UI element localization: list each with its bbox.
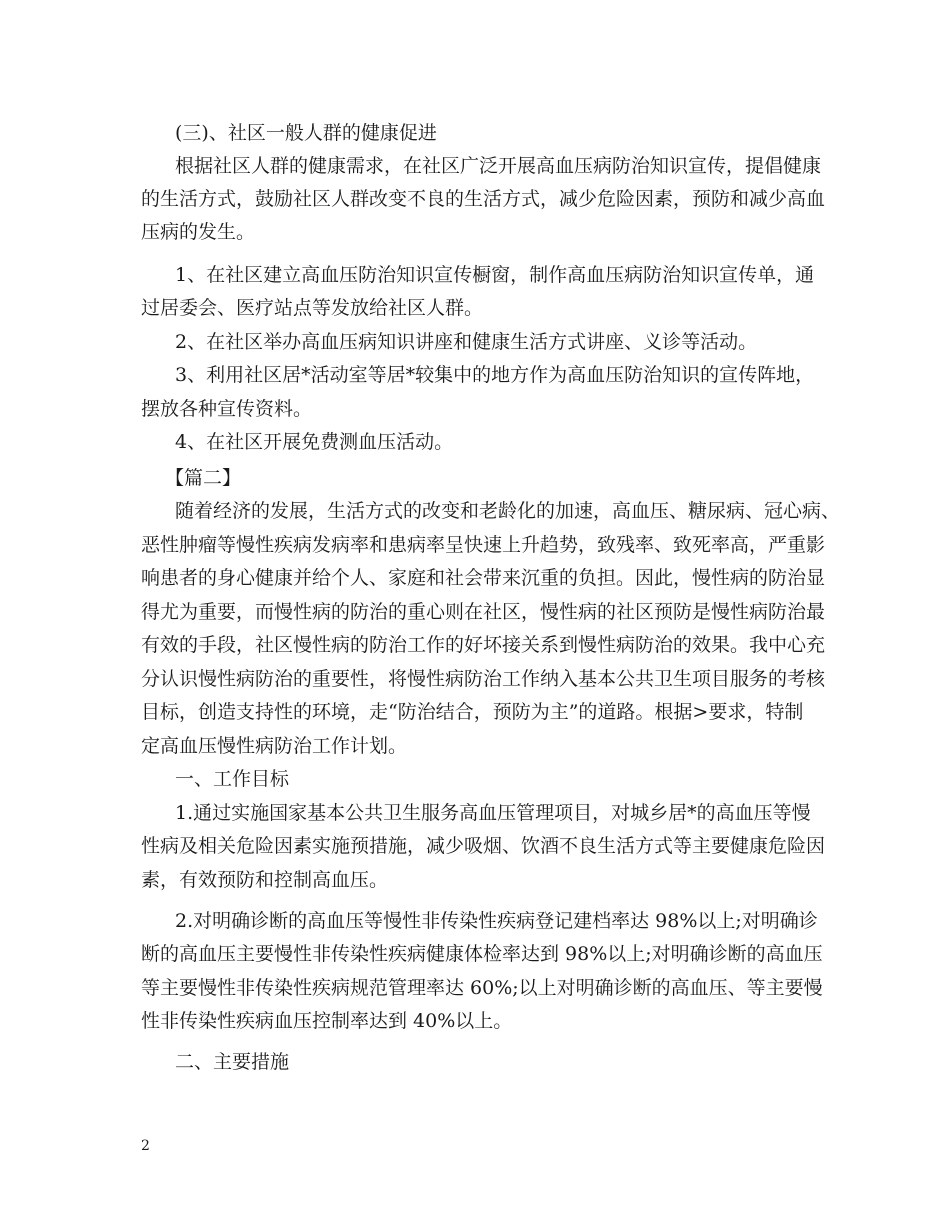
text-line: 恶性肿瘤等慢性疾病发病率和患病率呈快速上升趋势，致残率、致死率高，严重影 — [141, 534, 826, 556]
text-line: 一、工作目标 — [175, 768, 290, 790]
text-line: 断的高血压主要慢性非传染性疾病健康体检率达到 98%以上;对明确诊断的高血压 — [141, 943, 823, 965]
section-heading: 【篇二】 — [165, 467, 242, 489]
text-line: 响患者的身心健康并给个人、家庭和社会带来沉重的负担。因此，慢性病的防治显 — [141, 567, 826, 589]
text-line: 1、在社区建立高血压防治知识宣传橱窗，制作高血压病防治知识宣传单，通 — [175, 264, 815, 286]
text-line: 分认识慢性病防治的重要性，将慢性病防治工作纳入基本公共卫生项目服务的考核 — [141, 668, 826, 690]
text-line: 3、利用社区居*活动室等居*较集中的地方作为高血压防治知识的宣传阵地， — [175, 364, 815, 386]
text-line: 1.通过实施国家基本公共卫生服务高血压管理项目，对城乡居*的高血压等慢 — [175, 802, 811, 824]
text-line: 根据社区人群的健康需求，在社区广泛开展高血压病防治知识宣传，提倡健康 — [175, 155, 822, 177]
text-line: 得尤为重要，而慢性病的防治的重心则在社区，慢性病的社区预防是慢性病防治最 — [141, 601, 826, 623]
text-line: (三)、社区一般人群的健康促进 — [175, 122, 437, 144]
text-line: 压病的发生。 — [141, 221, 256, 243]
text-line: 性非传染性疾病血压控制率达到 40%以上。 — [141, 1010, 513, 1032]
text-line: 2.对明确诊断的高血压等慢性非传染性疾病登记建档率达 98%以上;对明确诊 — [175, 910, 818, 932]
text-line: 摆放各种宣传资料。 — [141, 398, 313, 420]
text-line: 等主要慢性非传染性疾病规范管理率达 60%;以上对明确诊断的高血压、等主要慢 — [141, 977, 823, 999]
text-line: 性病及相关危险因素实施预措施，减少吸烟、饮酒不良生活方式等主要健康危险因 — [141, 835, 826, 857]
page-number: 2 — [141, 1138, 150, 1154]
text-line: 二、主要措施 — [175, 1051, 290, 1073]
text-line: 定高血压慢性病防治工作计划。 — [141, 735, 408, 757]
text-line: 目标，创造支持性的环境，走“防治结合，预防为主”的道路。根据>要求，特制 — [141, 701, 804, 723]
text-line: 素，有效预防和控制高血压。 — [141, 869, 389, 891]
text-line: 2、在社区举办高血压病知识讲座和健康生活方式讲座、义诊等活动。 — [175, 331, 758, 353]
text-line: 的生活方式，鼓励社区人群改变不良的生活方式，减少危险因素，预防和减少高血 — [141, 188, 826, 210]
text-line: 4、在社区开展免费测血压活动。 — [175, 431, 454, 453]
text-line: 过居委会、医疗站点等发放给社区人群。 — [141, 297, 484, 319]
text-line: 随着经济的发展，生活方式的改变和老龄化的加速，高血压、糖尿病、冠心病、 — [175, 500, 841, 522]
text-line: 有效的手段，社区慢性病的防治工作的好坏接关系到慢性病防治的效果。我中心充 — [141, 634, 826, 656]
